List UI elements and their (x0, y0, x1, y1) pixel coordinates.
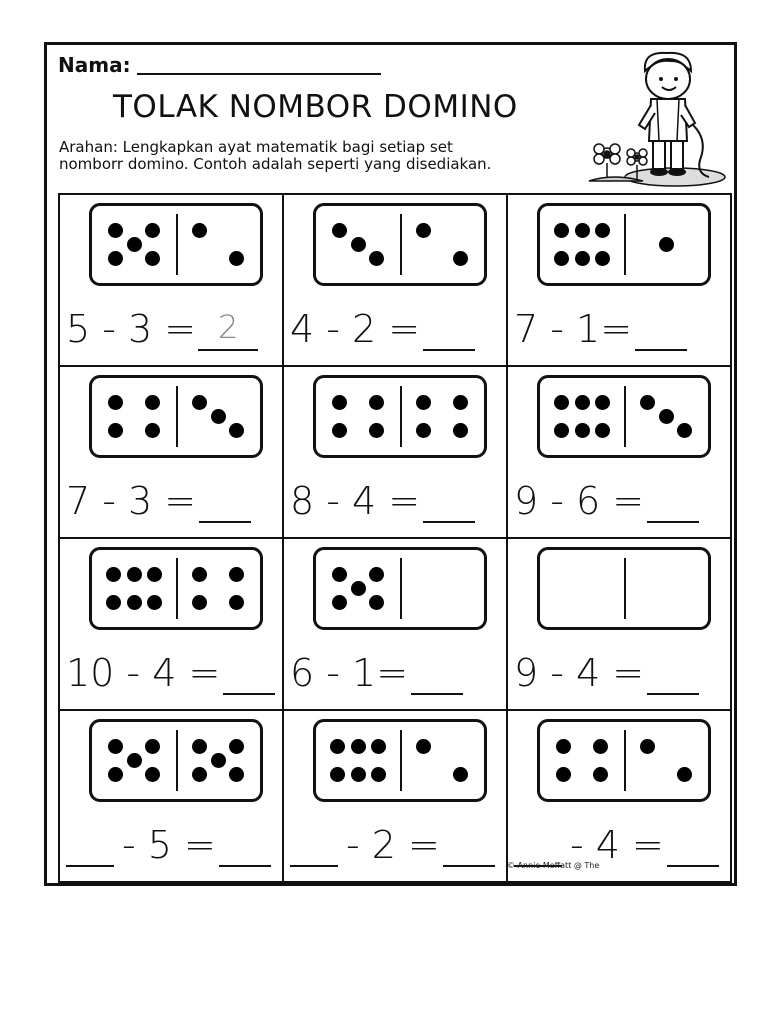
equation (66, 645, 278, 695)
dot-icon (371, 767, 386, 782)
dot-icon (369, 567, 384, 582)
domino-divider (624, 214, 626, 275)
domino-divider (176, 386, 178, 447)
answer-blank[interactable] (223, 655, 275, 695)
dot-icon (229, 767, 244, 782)
equation-text: 4 - 2 = (290, 307, 421, 351)
dot-icon (595, 251, 610, 266)
dot-icon (145, 423, 160, 438)
equation-text: 6 - 1= (290, 651, 409, 695)
equation-text: - 5 = (122, 823, 216, 867)
dot-icon (659, 409, 674, 424)
dot-icon (332, 395, 347, 410)
domino-divider (400, 558, 402, 619)
instructions-line-2: nomborr domino. Contoh adalah seperti yang disediakan. (59, 155, 492, 173)
dot-icon (145, 739, 160, 754)
worksheet (44, 42, 737, 886)
equation (66, 301, 258, 351)
equation-text: - 2 = (346, 823, 440, 867)
equation-text: 5 - 3 = (66, 307, 197, 351)
domino (313, 719, 487, 802)
equation (514, 817, 722, 867)
dot-icon (106, 595, 121, 610)
answer-blank[interactable] (647, 483, 699, 523)
answer-blank[interactable] (423, 483, 475, 523)
domino-divider (400, 386, 402, 447)
dot-icon (416, 423, 431, 438)
equation (290, 301, 478, 351)
answer-blank[interactable] (199, 483, 251, 523)
dot-icon (575, 423, 590, 438)
domino (537, 547, 711, 630)
dot-icon (127, 567, 142, 582)
dot-icon (192, 223, 207, 238)
equation (66, 817, 274, 867)
domino (89, 719, 263, 802)
problem-cell (284, 367, 508, 539)
problem-cell (284, 539, 508, 711)
equation-text: 10 - 4 = (66, 651, 221, 695)
dot-icon (677, 423, 692, 438)
boy-watering-flowers-icon (583, 49, 735, 191)
dot-icon (332, 595, 347, 610)
dot-icon (229, 251, 244, 266)
dot-icon (145, 767, 160, 782)
equation (514, 301, 690, 351)
dot-icon (330, 767, 345, 782)
dot-icon (211, 753, 226, 768)
equation (290, 645, 466, 695)
answer-blank[interactable] (647, 655, 699, 695)
dot-icon (108, 395, 123, 410)
dot-icon (229, 595, 244, 610)
answer-blank[interactable] (219, 827, 271, 867)
domino-divider (176, 214, 178, 275)
domino (537, 375, 711, 458)
answer-blank[interactable] (423, 311, 475, 351)
dot-icon (677, 767, 692, 782)
domino (313, 547, 487, 630)
dot-icon (575, 251, 590, 266)
dot-icon (369, 251, 384, 266)
dot-icon (108, 767, 123, 782)
dot-icon (593, 767, 608, 782)
domino-divider (400, 214, 402, 275)
answer-blank[interactable] (635, 311, 687, 351)
dot-icon (192, 395, 207, 410)
name-input-line[interactable] (137, 73, 381, 75)
answer-blank[interactable] (667, 827, 719, 867)
dot-icon (554, 423, 569, 438)
dot-icon (106, 567, 121, 582)
instructions (59, 139, 599, 173)
dot-icon (147, 595, 162, 610)
problem-cell (508, 195, 732, 367)
domino (89, 547, 263, 630)
dot-icon (595, 223, 610, 238)
page-title: TOLAK NOMBOR DOMINO (113, 89, 518, 125)
domino (89, 203, 263, 286)
domino-divider (176, 558, 178, 619)
dot-icon (330, 739, 345, 754)
dot-icon (453, 395, 468, 410)
dot-icon (127, 237, 142, 252)
dot-icon (371, 739, 386, 754)
dot-icon (351, 739, 366, 754)
answer-blank[interactable] (411, 655, 463, 695)
dot-icon (351, 767, 366, 782)
dot-icon (147, 567, 162, 582)
dot-icon (127, 753, 142, 768)
dot-icon (575, 223, 590, 238)
dot-icon (229, 423, 244, 438)
dot-icon (556, 739, 571, 754)
dot-icon (416, 223, 431, 238)
copyright-note: © Annie Moffatt @ The (507, 861, 600, 870)
dot-icon (416, 395, 431, 410)
dot-icon (145, 223, 160, 238)
dot-icon (108, 423, 123, 438)
domino-grid (58, 193, 732, 883)
dot-icon (595, 395, 610, 410)
dot-icon (211, 409, 226, 424)
domino-divider (624, 730, 626, 791)
equation (290, 817, 498, 867)
equation-text: 7 - 1= (514, 307, 633, 351)
equation (290, 473, 478, 523)
problem-cell (60, 367, 284, 539)
dot-icon (416, 739, 431, 754)
domino-divider (624, 386, 626, 447)
answer-blank[interactable] (443, 827, 495, 867)
dot-icon (229, 739, 244, 754)
problem-cell (508, 539, 732, 711)
dot-icon (453, 423, 468, 438)
dot-icon (108, 223, 123, 238)
dot-icon (332, 567, 347, 582)
domino (537, 719, 711, 802)
dot-icon (453, 251, 468, 266)
dot-icon (332, 423, 347, 438)
dot-icon (659, 237, 674, 252)
dot-icon (192, 767, 207, 782)
dot-icon (640, 395, 655, 410)
equation-text: 9 - 4 = (514, 651, 645, 695)
dot-icon (554, 223, 569, 238)
equation (514, 473, 702, 523)
dot-icon (453, 767, 468, 782)
problem-cell (60, 711, 284, 883)
dot-icon (351, 581, 366, 596)
dot-icon (108, 739, 123, 754)
problem-cell (60, 195, 284, 367)
problem-cell (508, 711, 732, 883)
domino-divider (624, 558, 626, 619)
dot-icon (192, 567, 207, 582)
dot-icon (229, 567, 244, 582)
domino-divider (176, 730, 178, 791)
worksheet-header (47, 45, 734, 193)
domino (313, 375, 487, 458)
dot-icon (332, 223, 347, 238)
problem-cell (284, 711, 508, 883)
problem-cell (60, 539, 284, 711)
dot-icon (554, 251, 569, 266)
minuend-blank[interactable] (66, 827, 114, 867)
dot-icon (575, 395, 590, 410)
dot-icon (369, 423, 384, 438)
dot-icon (595, 423, 610, 438)
dot-icon (145, 251, 160, 266)
dot-icon (192, 595, 207, 610)
domino-divider (400, 730, 402, 791)
dot-icon (556, 767, 571, 782)
equation-text: - 4 = (570, 823, 664, 867)
dot-icon (351, 237, 366, 252)
answer-filled: 2 (198, 305, 258, 351)
dot-icon (369, 595, 384, 610)
instructions-line-1: Arahan: Lengkapkan ayat matematik bagi setiap set (59, 138, 453, 156)
dot-icon (554, 395, 569, 410)
equation-text: 9 - 6 = (514, 479, 645, 523)
dot-icon (593, 739, 608, 754)
dot-icon (640, 739, 655, 754)
dot-icon (108, 251, 123, 266)
minuend-blank[interactable] (290, 827, 338, 867)
dot-icon (127, 595, 142, 610)
domino (537, 203, 711, 286)
problem-cell (508, 367, 732, 539)
equation (514, 645, 702, 695)
problem-cell (284, 195, 508, 367)
dot-icon (369, 395, 384, 410)
domino (313, 203, 487, 286)
equation-text: 7 - 3 = (66, 479, 197, 523)
equation (66, 473, 254, 523)
domino (89, 375, 263, 458)
dot-icon (192, 739, 207, 754)
equation-text: 8 - 4 = (290, 479, 421, 523)
name-label: Nama: (58, 53, 131, 77)
dot-icon (145, 395, 160, 410)
